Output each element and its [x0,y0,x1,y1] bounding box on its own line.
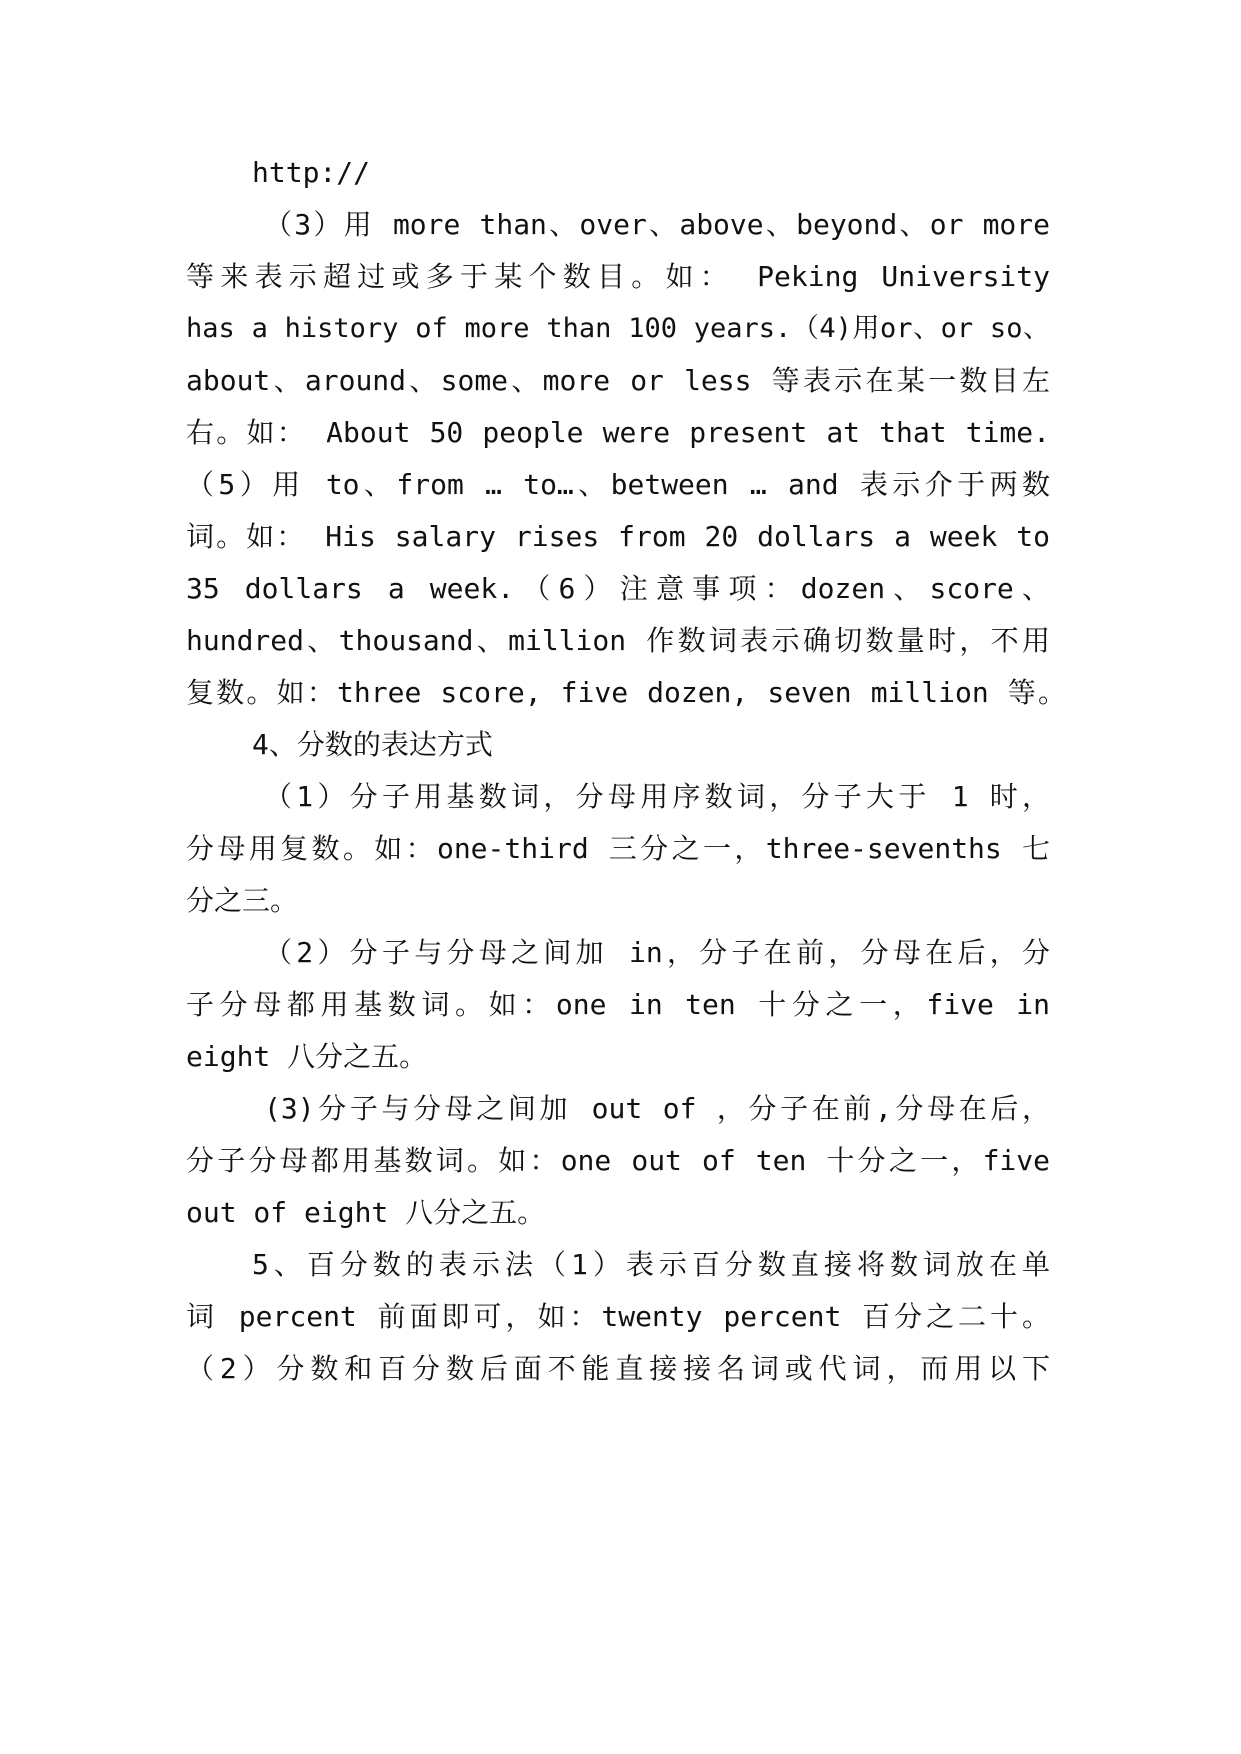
text-line: 右。如： About 50 people were present at that time. [186,416,1050,449]
text-line: 词。如： His salary rises from 20 dollars a week to [186,520,1050,553]
text-line: （2）分数和百分数后面不能直接接名词或代词，而用以下 [186,1352,1050,1385]
text-line: http:// [252,156,371,189]
text-line: 分子分母都用基数词。如：one out of ten 十分之一，five [186,1144,1050,1177]
text-line: （2）分子与分母之间加 in，分子在前，分母在后，分 [264,936,1050,969]
text-line: out of eight 八分之五。 [186,1196,546,1229]
section-heading: 4、分数的表达方式 [252,728,493,761]
text-line: （3）用 more than、over、above、beyond、or more [264,208,1050,241]
text-line: （1）分子用基数词，分母用序数词，分子大于 1 时， [264,780,1050,813]
text-line: 分母用复数。如：one-third 三分之一，three-sevenths 七 [186,832,1050,865]
text-line: 等来表示超过或多于某个数目。如： Peking University [186,260,1050,293]
text-line: （5）用 to、from … to…、between … and 表示介于两数 [186,468,1050,501]
text-line: hundred、thousand、million 作数词表示确切数量时，不用 [186,624,1050,657]
text-line: 子分母都用基数词。如：one in ten 十分之一，five in [186,988,1050,1021]
text-line: 35 dollars a week.（6）注意事项：dozen、score、 [186,572,1050,605]
text-line: (3)分子与分母之间加 out of ，分子在前,分母在后， [264,1092,1050,1125]
section-heading: 5、百分数的表示法（1）表示百分数直接将数词放在单 [252,1248,1050,1281]
text-line: about、around、some、more or less 等表示在某一数目左 [186,364,1050,397]
text-line: has a history of more than 100 years.（4)用or、or so、 [186,313,1050,344]
text-line: 分之三。 [186,884,299,917]
text-line: eight 八分之五。 [186,1040,428,1073]
text-line: 复数。如：three score, five dozen, seven million 等。 [186,676,1066,709]
text-line: 词 percent 前面即可，如：twenty percent 百分之二十。 [186,1300,1050,1333]
